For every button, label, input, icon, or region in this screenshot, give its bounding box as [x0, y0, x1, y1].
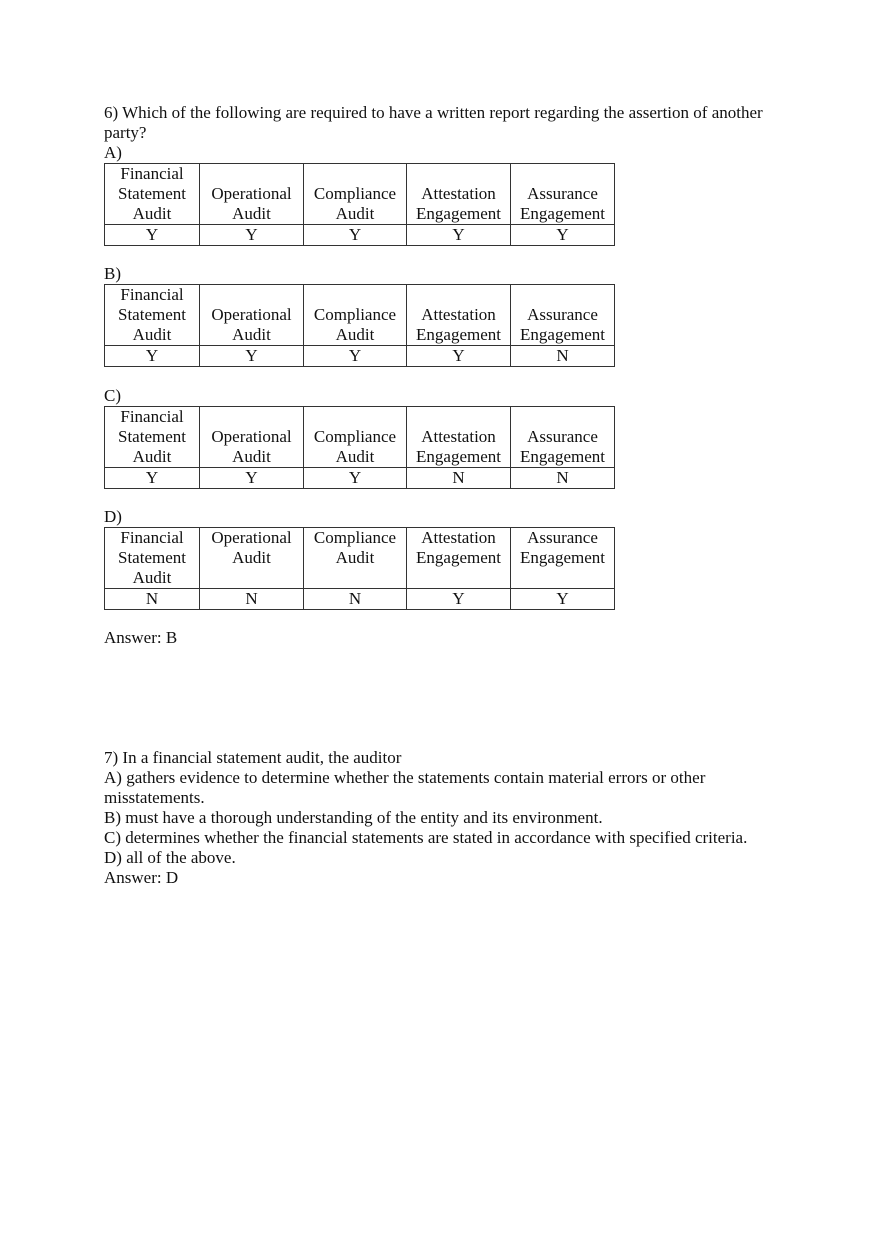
header-cell: Attestation Engagement: [407, 285, 511, 346]
value-cell: Y: [407, 589, 511, 610]
option-table: [104, 163, 615, 246]
value-cell: Y: [200, 346, 304, 367]
header-cell: Operational Audit: [200, 285, 304, 346]
value-cell: Y: [511, 225, 615, 246]
answer-6: Answer: B: [104, 628, 178, 647]
value-cell: Y: [407, 346, 511, 367]
header-cell: Compliance Audit: [304, 164, 407, 225]
option-table: [104, 406, 615, 489]
option-b: B) must have a thorough understanding of the entity and its environment.: [104, 808, 603, 827]
value-cell: Y: [304, 468, 407, 489]
option-table: [104, 527, 615, 610]
header-cell: Attestation Engagement: [407, 528, 511, 589]
header-cell: Assurance Engagement: [511, 528, 615, 589]
header-cell: Attestation Engagement: [407, 407, 511, 468]
value-cell: N: [304, 589, 407, 610]
header-cell: Assurance Engagement: [511, 164, 615, 225]
header-cell: Financial Statement Audit: [105, 407, 200, 468]
answer-7: Answer: D: [104, 868, 179, 887]
question-6: 6) Which of the following are required to have a written report regarding the assertion of another party?: [104, 103, 763, 142]
option-label: B): [104, 264, 121, 283]
value-cell: Y: [304, 346, 407, 367]
option-d: D) all of the above.: [104, 848, 236, 867]
question-7: [104, 748, 794, 888]
header-cell: Financial Statement Audit: [105, 528, 200, 589]
value-cell: Y: [511, 589, 615, 610]
header-cell: Assurance Engagement: [511, 407, 615, 468]
option-a: A) gathers evidence to determine whether the statements contain material errors or other misstatements.: [104, 768, 706, 807]
value-cell: Y: [105, 346, 200, 367]
value-cell: Y: [105, 468, 200, 489]
value-cell: N: [511, 468, 615, 489]
header-cell: Compliance Audit: [304, 285, 407, 346]
header-cell: Financial Statement Audit: [105, 285, 200, 346]
option-a: [104, 143, 615, 246]
option-table: [104, 284, 615, 367]
header-cell: Assurance Engagement: [511, 285, 615, 346]
option-label: D): [104, 507, 122, 526]
header-cell: Financial Statement Audit: [105, 164, 200, 225]
option-label: C): [104, 386, 121, 405]
header-cell: Attestation Engagement: [407, 164, 511, 225]
header-cell: Operational Audit: [200, 407, 304, 468]
header-cell: Operational Audit: [200, 528, 304, 589]
value-cell: Y: [200, 225, 304, 246]
option-b: [104, 264, 615, 367]
option-c: [104, 386, 615, 489]
option-c: C) determines whether the financial statements are stated in accordance with specified criteria.: [104, 828, 748, 847]
value-cell: N: [200, 589, 304, 610]
header-cell: Operational Audit: [200, 164, 304, 225]
header-cell: Compliance Audit: [304, 528, 407, 589]
value-cell: Y: [105, 225, 200, 246]
question-7-text: 7) In a financial statement audit, the auditor: [104, 748, 402, 767]
value-cell: Y: [304, 225, 407, 246]
value-cell: N: [511, 346, 615, 367]
value-cell: Y: [407, 225, 511, 246]
option-d: [104, 507, 615, 610]
option-label: A): [104, 143, 122, 162]
value-cell: N: [105, 589, 200, 610]
header-cell: Compliance Audit: [304, 407, 407, 468]
value-cell: Y: [200, 468, 304, 489]
value-cell: N: [407, 468, 511, 489]
